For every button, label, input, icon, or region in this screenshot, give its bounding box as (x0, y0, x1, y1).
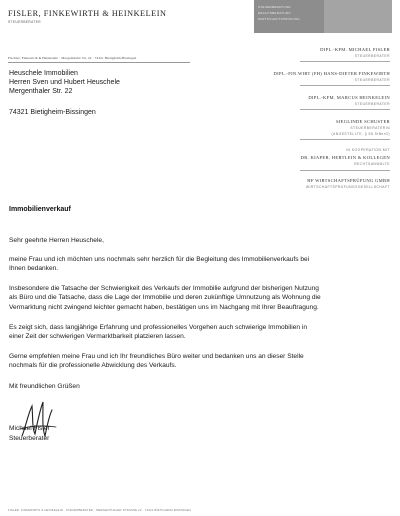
text-line: Michael Fisler (9, 425, 50, 432)
recipient-names: Herren Sven und Hubert Heuschele (9, 79, 120, 86)
signer-name (9, 424, 369, 433)
text-line: Vermarktung nicht zwingend leichter gemacht haben, bestätigen uns im Nachgang mit Ihrer Beauftragung. (9, 303, 319, 311)
partner-name: SIEGLINDE SCHUSTER (335, 119, 390, 124)
partner-rule (300, 139, 390, 140)
firm-subtitle: STEUERBERATER (8, 20, 41, 24)
partner-rule (300, 170, 390, 171)
partner-name: DIPL.-KFM. MARCUS HEINKELEIN (308, 95, 390, 100)
paragraph-difficulty (9, 284, 369, 312)
partner-title: STEUERBERATER (354, 54, 390, 58)
footer-text: FISLER, FINKEWIRTH & HEINKELEIN · STEUERBERATER · MERGENTHALER STRASSE 22 · 74321 BIETIGHEIM-BISSINGEN (8, 508, 191, 512)
paragraph-experience (9, 323, 369, 342)
logo-line: RECHTSBERATUNG (258, 11, 291, 15)
cooperation-name: DR. KIAPER, HERTLEIN & KOLLEGEN (300, 155, 390, 160)
salutation (9, 236, 369, 245)
partner-name: DIPL.-KFM. MICHAEL FISLER (320, 47, 390, 52)
text-line: Steuerberater (9, 435, 50, 442)
recipient-city: 74321 Bietigheim-Bissingen (9, 109, 96, 116)
signer-title (9, 434, 369, 443)
letter-subject: Immobilienverkauf (9, 206, 71, 213)
text-line: als Büro und die Tatsache, dass die Lage der Immobilie und deren zukünftige Umnutzung als Wohnung die (9, 294, 321, 302)
text-line: Sehr geehrte Herren Heuschele, (9, 237, 104, 244)
recipient-street: Mergenthaler Str. 22 (9, 88, 73, 95)
text-line: Mit freundlichen Grüßen (9, 383, 80, 390)
audit-name: HF WIRTSCHAFTSPRÜFUNG GMBH (307, 178, 390, 183)
partner-rule (300, 109, 390, 110)
return-address: Fischler, Finkewirth & Heinkelein · Mergenthaler Str. 22 · 74321 Bietigheim-Bissingen (8, 56, 137, 60)
cooperation-title: RECHTSANWÄLTE (354, 162, 390, 166)
logo-block-light (324, 0, 392, 33)
logo-line: WIRTSCHAFTSPRÜFUNG (258, 17, 300, 21)
partner-rule (300, 61, 390, 62)
paragraph-thanks (9, 255, 369, 274)
logo-line: STEUERBERATUNG (258, 5, 291, 9)
partner-title: STEUERBERATER (354, 102, 390, 106)
recipient-company: Heuschele Immobilien (9, 70, 78, 77)
text-line: Ihnen bedanken. (9, 265, 59, 273)
partner-name: DIPL.-FIN.WIRT (FH) HANS-DIETER FINKEWIRTH (273, 71, 390, 76)
text-line: Es zeigt sich, dass langjährige Erfahrung und professionelles Vorgehen auch schwierige Immobilien in (9, 324, 307, 331)
partner-title: STEUERBERATER (354, 78, 390, 82)
cooperation-intro: IN KOOPERATION MIT (346, 148, 390, 152)
text-line: einer Zeit der schwierigen Vermarktbarkeit platzieren lassen. (9, 333, 186, 341)
text-line: meine Frau und ich möchten uns nochmals sehr herzlich für die Begleitung des Immobilienverkaufs bei (9, 256, 310, 263)
text-line: Gerne empfehlen meine Frau und ich Ihr freundliches Büro weiter und bedanken uns an dieser Stelle (9, 353, 304, 360)
text-line: nochmals für die professionelle Abwicklung des Verkaufs. (9, 362, 177, 370)
paragraph-recommendation (9, 352, 369, 371)
firm-name: FISLER, FINKEWIRTH & HEINKELEIN (8, 9, 167, 18)
return-address-rule (8, 62, 190, 63)
closing (9, 382, 369, 391)
audit-title: WIRTSCHAFTSPRÜFUNGSGESELLSCHAFT (305, 185, 390, 189)
text-line: Insbesondere die Tatsache der Schwierigkeit des Verkaufs der Immobilie aufgrund der bisherigen Nutzung (9, 285, 319, 292)
partner-title: STEUERBERATERIN (350, 126, 390, 130)
partner-rule (300, 85, 390, 86)
partner-note: (ANGESTELLTE, § 58 StBerG) (331, 132, 390, 136)
